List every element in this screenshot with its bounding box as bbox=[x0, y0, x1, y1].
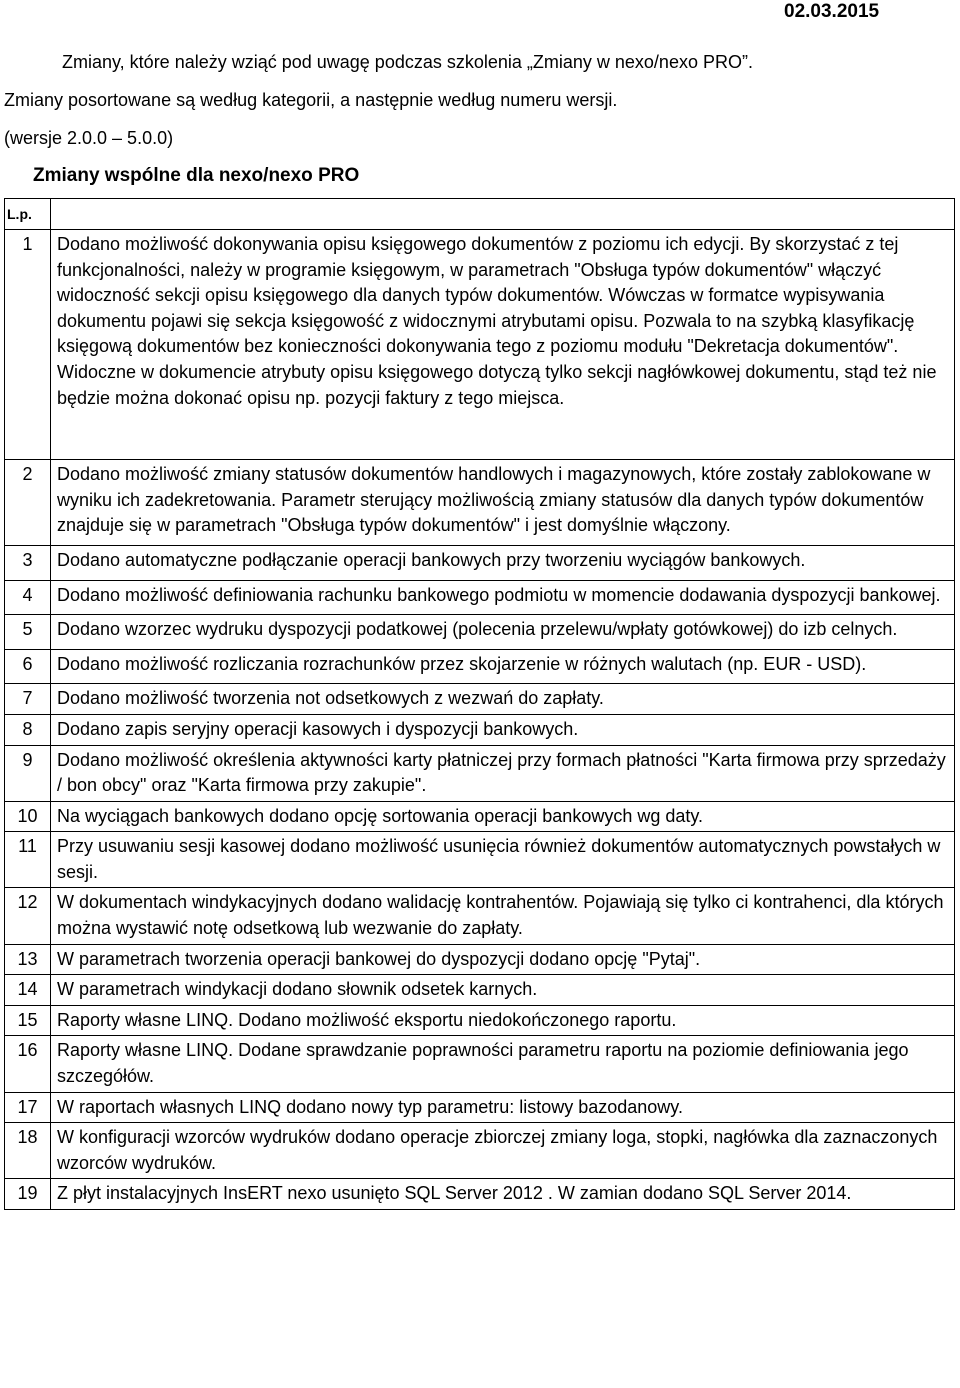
row-number: 8 bbox=[5, 714, 51, 745]
table-row bbox=[5, 684, 955, 715]
row-number: 2 bbox=[5, 460, 51, 546]
table-row bbox=[5, 745, 955, 801]
row-number: 15 bbox=[5, 1005, 51, 1036]
table-row bbox=[5, 714, 955, 745]
row-number: 6 bbox=[5, 649, 51, 684]
table-row bbox=[5, 649, 955, 684]
row-number: 19 bbox=[5, 1179, 51, 1210]
row-description: W raportach własnych LINQ dodano nowy typ parametru: listowy bazodanowy. bbox=[51, 1092, 955, 1123]
table-row bbox=[5, 1036, 955, 1092]
intro-line-1: Zmiany, które należy wziąć pod uwagę podczas szkolenia „Zmiany w nexo/nexo PRO”. bbox=[62, 52, 753, 72]
row-description: Dodano automatyczne podłączanie operacji bankowych przy tworzeniu wyciągów bankowych. bbox=[51, 545, 955, 580]
table-row bbox=[5, 1005, 955, 1036]
row-description: Dodano możliwość określenia aktywności karty płatniczej przy formach płatności "Karta firmowa przy sprzedaży / bon obcy" oraz "Karta firmowa przy zakupie". bbox=[51, 745, 955, 801]
table-row bbox=[5, 801, 955, 832]
row-description: Dodano możliwość tworzenia not odsetkowych z wezwań do zapłaty. bbox=[51, 684, 955, 715]
row-number: 9 bbox=[5, 745, 51, 801]
row-description: W parametrach tworzenia operacji bankowej do dyspozycji dodano opcję "Pytaj". bbox=[51, 944, 955, 975]
row-description: Dodano wzorzec wydruku dyspozycji podatkowej (polecenia przelewu/wpłaty gotówkowej) do izb celnych. bbox=[51, 615, 955, 650]
table-row bbox=[5, 1123, 955, 1179]
changes-table bbox=[4, 198, 955, 1210]
row-description: Dodano możliwość rozliczania rozrachunków przez skojarzenie w różnych walutach (np. EUR - USD). bbox=[51, 649, 955, 684]
table-row bbox=[5, 460, 955, 546]
table-row bbox=[5, 832, 955, 888]
table-row bbox=[5, 1092, 955, 1123]
column-header-lp: L.p. bbox=[5, 199, 51, 230]
row-description: W parametrach windykacji dodano słownik odsetek karnych. bbox=[51, 975, 955, 1006]
table-row bbox=[5, 580, 955, 615]
row-number: 5 bbox=[5, 615, 51, 650]
row-description: W konfiguracji wzorców wydruków dodano operacje zbiorczej zmiany loga, stopki, nagłówka dla zaznaczonych wzorców wydruków. bbox=[51, 1123, 955, 1179]
table-row bbox=[5, 944, 955, 975]
row-number: 12 bbox=[5, 888, 51, 944]
row-description: Raporty własne LINQ. Dodane sprawdzanie poprawności parametru raportu na poziomie definiowania jego szczegółów. bbox=[51, 1036, 955, 1092]
table-row bbox=[5, 1179, 955, 1210]
row-description: Dodano możliwość zmiany statusów dokumentów handlowych i magazynowych, które zostały zablokowane w wyniku ich zadekretowania. Parametr sterujący możliwością zmiany statusów dla danych typów dokumentów znajduje się w parametrach "Obsługa typów dokumentów" i jest domyślnie włączony. bbox=[51, 460, 955, 546]
row-number: 3 bbox=[5, 545, 51, 580]
row-number: 13 bbox=[5, 944, 51, 975]
row-number: 10 bbox=[5, 801, 51, 832]
row-number: 18 bbox=[5, 1123, 51, 1179]
row-description: Na wyciągach bankowych dodano opcję sortowania operacji bankowych wg daty. bbox=[51, 801, 955, 832]
row-description: W dokumentach windykacyjnych dodano walidację kontrahentów. Pojawiają się tylko ci kontrahenci, dla których można wystawić notę odsetkową lub wezwanie do zapłaty. bbox=[51, 888, 955, 944]
row-number: 17 bbox=[5, 1092, 51, 1123]
row-number: 11 bbox=[5, 832, 51, 888]
row-description: Dodano zapis seryjny operacji kasowych i dyspozycji bankowych. bbox=[51, 714, 955, 745]
table-row bbox=[5, 615, 955, 650]
column-header-blank bbox=[51, 199, 955, 230]
row-number: 1 bbox=[5, 230, 51, 460]
row-description: Raporty własne LINQ. Dodano możliwość eksportu niedokończonego raportu. bbox=[51, 1005, 955, 1036]
row-description: Dodano możliwość dokonywania opisu księgowego dokumentów z poziomu ich edycji. By skorzystać z tej funkcjonalności, należy w programie księgowym, w parametrach "Obsługa typów dokumentów" włączyć widoczność sekcji opisu księgowego dla danych typów dokumentów. Wówczas w formatce wypisywania dokumentu pojawi się sekcja księgowość z widocznymi atrybutami opisu. Pozwala to na szybką klasyfikację księgową dokumentów bez konieczności dokonywania tego z poziomu modułu "Dekretacja dokumentów". Widoczne w dokumencie atrybuty opisu księgowego dotyczą tylko sekcji nagłówkowej dokumentu, stąd też nie będzie można dokonać opisu np. pozycji faktury z tego miejsca. bbox=[51, 230, 955, 460]
intro-line-3: (wersje 2.0.0 – 5.0.0) bbox=[4, 128, 174, 148]
table-row bbox=[5, 230, 955, 460]
table-row bbox=[5, 975, 955, 1006]
intro-line-2: Zmiany posortowane są według kategorii, a następnie według numeru wersji. bbox=[4, 90, 618, 110]
row-number: 16 bbox=[5, 1036, 51, 1092]
table-row bbox=[5, 545, 955, 580]
table-row bbox=[5, 888, 955, 944]
row-description: Z płyt instalacyjnych InsERT nexo usunięto SQL Server 2012 . W zamian dodano SQL Server 2014. bbox=[51, 1179, 955, 1210]
row-number: 7 bbox=[5, 684, 51, 715]
row-number: 14 bbox=[5, 975, 51, 1006]
table-header-row bbox=[5, 199, 955, 230]
section-title: Zmiany wspólne dla nexo/nexo PRO bbox=[33, 165, 360, 186]
row-description: Przy usuwaniu sesji kasowej dodano możliwość usunięcia również dokumentów automatycznych powstałych w sesji. bbox=[51, 832, 955, 888]
document-date: 02.03.2015 bbox=[784, 1, 880, 22]
row-number: 4 bbox=[5, 580, 51, 615]
row-description: Dodano możliwość definiowania rachunku bankowego podmiotu w momencie dodawania dyspozycji bankowej. bbox=[51, 580, 955, 615]
